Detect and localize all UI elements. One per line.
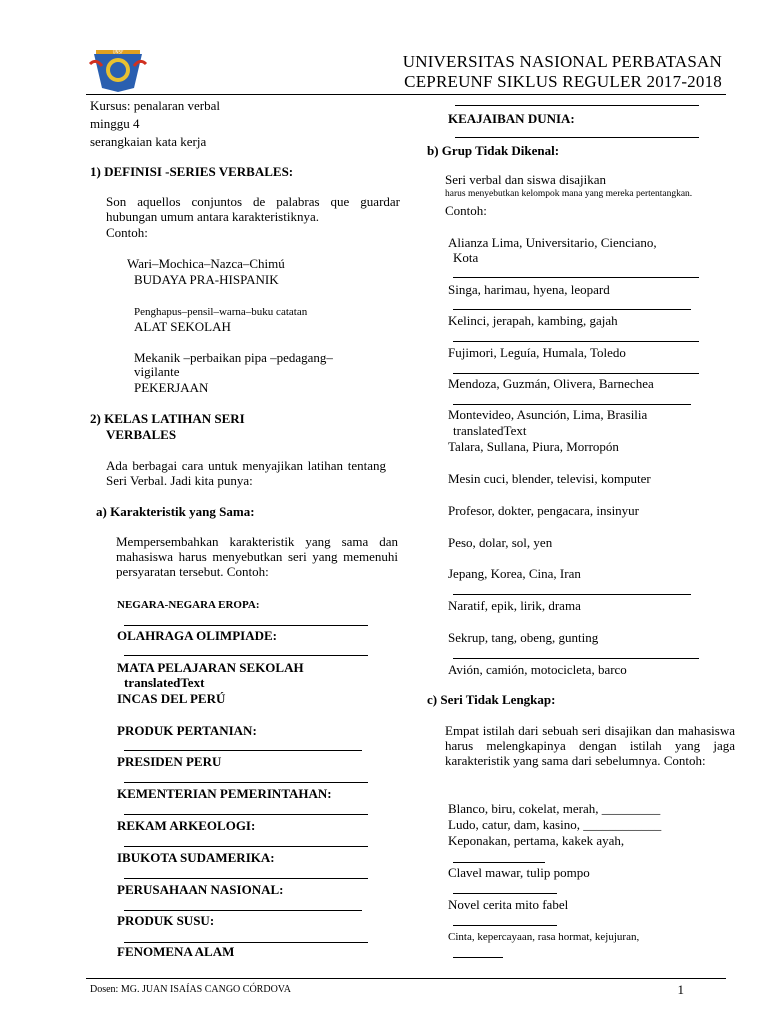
answer-line	[453, 594, 691, 595]
a-item-11: PRODUK SUSU:	[117, 913, 215, 928]
answer-line	[124, 782, 368, 783]
b-item-7: Talara, Sullana, Piura, Morropón	[448, 439, 619, 454]
section-1-contoh: Contoh:	[106, 225, 148, 240]
a-item-2: OLAHRAGA OLIMPIADE:	[117, 628, 277, 643]
a-item-3: MATA PELAJARAN SEKOLAH	[117, 660, 304, 675]
answer-line	[453, 957, 503, 958]
answer-line	[453, 341, 699, 342]
answer-line	[124, 942, 368, 943]
a-item-5: PRODUK PERTANIAN:	[117, 723, 257, 738]
answer-line	[453, 373, 699, 374]
c-item-6: Cinta, kepercayaan, rasa hormat, kejujuran,	[448, 931, 640, 943]
a-item-3-translated: translatedText	[124, 675, 205, 690]
university-name: UNIVERSITAS NASIONAL PERBATASAN	[402, 52, 722, 71]
a-item-10: PERUSAHAAN NASIONAL:	[117, 882, 284, 897]
right-top-item: KEAJAIBAN DUNIA:	[448, 111, 575, 126]
b-item-6-translated: translatedText	[453, 423, 527, 438]
answer-line	[455, 137, 699, 138]
answer-line	[453, 309, 691, 310]
header-block	[403, 52, 722, 92]
subsection-c-title: c) Seri Tidak Lengkap:	[427, 692, 556, 707]
answer-line	[453, 862, 545, 863]
b-item-1-cont: Kota	[453, 250, 479, 265]
b-item-14: Avión, camión, motocicleta, barco	[448, 662, 627, 677]
example-1-words: Wari–Mochica–Nazca–Chimú	[127, 256, 285, 271]
a-item-7: KEMENTERIAN PEMERINTAHAN:	[117, 786, 332, 801]
subsection-b-text-2: harus menyebutkan kelompok mana yang mereka pertentangkan.	[445, 189, 693, 199]
answer-line	[455, 105, 699, 106]
answer-line	[124, 750, 362, 751]
course-line: Kursus: penalaran verbal	[90, 98, 220, 113]
section-1-title: 1) DEFINISI -SERIES VERBALES:	[90, 164, 294, 179]
c-item-4: Clavel mawar, tulip pompo	[448, 865, 590, 880]
a-item-9: IBUKOTA SUDAMERIKA:	[117, 850, 275, 865]
svg-text:UNSF: UNSF	[112, 49, 124, 55]
subsection-b-contoh: Contoh:	[445, 203, 487, 218]
a-item-6: PRESIDEN PERU	[117, 754, 222, 769]
section-1-text: Son aquellos conjuntos de palabras que guardar hubungan umum antara karakteristiknya.	[106, 194, 400, 224]
header-divider	[86, 94, 726, 95]
example-3-words-2: vigilante	[134, 364, 180, 379]
b-item-11: Jepang, Korea, Cina, Iran	[448, 566, 581, 581]
answer-line	[124, 625, 368, 626]
c-item-5: Novel cerita mito fabel	[448, 897, 569, 912]
example-1-label: BUDAYA PRA-HISPANIK	[134, 272, 279, 287]
answer-line	[453, 404, 691, 405]
answer-line	[124, 878, 368, 879]
a-item-1: NEGARA-NEGARA EROPA:	[117, 599, 260, 611]
section-2-title: 2) KELAS LATIHAN SERI	[90, 411, 245, 426]
b-item-6: Montevideo, Asunción, Lima, Brasilia	[448, 407, 648, 422]
subsection-a-text: Mempersembahkan karakteristik yang sama dan mahasiswa harus menyebutkan seri yang memenuhi persyaratan tersebut. Contoh:	[116, 534, 398, 579]
b-item-1: Alianza Lima, Universitario, Cienciano,	[448, 235, 657, 250]
example-3-words: Mekanik –perbaikan pipa –pedagang–	[134, 350, 333, 365]
example-2-words: Penghapus–pensil–warna–buku catatan	[134, 306, 308, 318]
c-item-2: Ludo, catur, dam, kasino, ____________	[448, 817, 662, 832]
section-2-text: Ada berbagai cara untuk menyajikan latihan tentang Seri Verbal. Jadi kita punya:	[106, 458, 386, 488]
footer-lecturer: Dosen: MG. JUAN ISAÍAS CANGO CÓRDOVA	[90, 984, 291, 995]
answer-line	[124, 655, 368, 656]
answer-line	[453, 277, 699, 278]
c-item-1: Blanco, biru, cokelat, merah, _________	[448, 801, 661, 816]
topic-line: serangkaian kata kerja	[90, 134, 207, 149]
a-item-4: INCAS DEL PERÚ	[117, 691, 226, 706]
page-number: 1	[677, 982, 684, 997]
week-line: minggu 4	[90, 116, 140, 131]
footer-divider	[86, 978, 726, 979]
b-item-5: Mendoza, Guzmán, Olivera, Barnechea	[448, 376, 654, 391]
example-3-label: PEKERJAAN	[134, 380, 209, 395]
subsection-c-text: Empat istilah dari sebuah seri disajikan dan mahasiswa harus melengkapinya dengan istilah yang jaga karakteristik yang sama dari sebelumnya. Contoh:	[445, 723, 735, 768]
answer-line	[124, 814, 368, 815]
b-item-12: Naratif, epik, lirik, drama	[448, 598, 581, 613]
university-logo-icon	[88, 44, 148, 94]
answer-line	[124, 846, 368, 847]
b-item-8: Mesin cuci, blender, televisi, komputer	[448, 471, 651, 486]
b-item-4: Fujimori, Leguía, Humala, Toledo	[448, 345, 626, 360]
answer-line	[124, 910, 362, 911]
a-item-8: REKAM ARKEOLOGI:	[117, 818, 256, 833]
c-item-3: Keponakan, pertama, kakek ayah,	[448, 833, 625, 848]
subsection-b-title: b) Grup Tidak Dikenal:	[427, 143, 560, 158]
a-item-12: FENOMENA ALAM	[117, 944, 235, 959]
answer-line	[453, 925, 557, 926]
section-2-title-2: VERBALES	[106, 427, 177, 442]
example-2-label: ALAT SEKOLAH	[134, 319, 231, 334]
b-item-13: Sekrup, tang, obeng, gunting	[448, 630, 599, 645]
b-item-3: Kelinci, jerapah, kambing, gajah	[448, 313, 618, 328]
answer-line	[453, 658, 699, 659]
program-name: CEPREUNF SIKLUS REGULER 2017-2018	[404, 72, 722, 91]
b-item-2: Singa, harimau, hyena, leopard	[448, 282, 610, 297]
subsection-a-title: a) Karakteristik yang Sama:	[96, 504, 255, 519]
answer-line	[453, 893, 557, 894]
b-item-9: Profesor, dokter, pengacara, insinyur	[448, 503, 640, 518]
subsection-b-text: Seri verbal dan siswa disajikan	[445, 172, 607, 187]
b-item-10: Peso, dolar, sol, yen	[448, 535, 553, 550]
